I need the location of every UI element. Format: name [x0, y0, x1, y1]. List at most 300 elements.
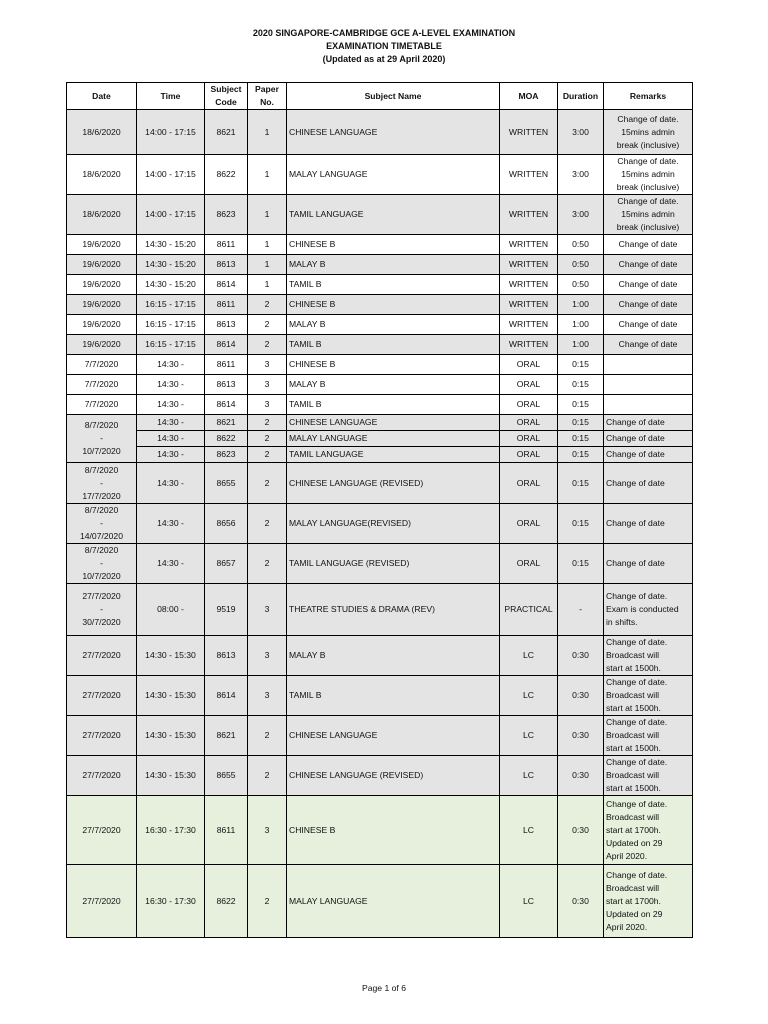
- remarks-cell: [604, 584, 693, 636]
- paper-no-cell: 3: [248, 584, 287, 636]
- subject-name-cell: CHINESE B: [287, 295, 500, 315]
- remarks-line: Exam is conducted: [606, 604, 679, 614]
- moa-cell: LC: [500, 756, 558, 796]
- update-note: (Updated as at 29 April 2020): [322, 54, 446, 64]
- paper-no-cell: 2: [248, 504, 287, 544]
- table-row: [67, 544, 693, 584]
- table-row: [67, 155, 693, 195]
- date-cell: [67, 315, 137, 335]
- subject-code-cell: 8656: [205, 504, 248, 544]
- date-cell: [67, 155, 137, 195]
- header-moa: MOA: [500, 83, 558, 110]
- remarks-line: Change of date.: [606, 591, 668, 601]
- remarks-cell: [604, 375, 693, 395]
- remarks-cell: [604, 865, 693, 938]
- time-cell: 14:30 -: [137, 447, 205, 463]
- date-line: -: [100, 433, 103, 443]
- remarks-line: Change of date.: [617, 196, 679, 206]
- date-line: 8/7/2020: [84, 505, 119, 515]
- remarks-cell: [604, 431, 693, 447]
- date-line: -: [100, 477, 103, 488]
- date-line: 10/7/2020: [82, 571, 121, 581]
- subject-name-cell: MALAY B: [287, 315, 500, 335]
- date-line: 27/7/2020: [82, 650, 121, 660]
- date-cell: [67, 716, 137, 756]
- remarks-line: 15mins admin: [621, 169, 675, 179]
- subject-name-cell: MALAY B: [287, 636, 500, 676]
- moa-cell: WRITTEN: [500, 295, 558, 315]
- header-paper-no: [248, 83, 287, 110]
- header-date: Date: [67, 83, 137, 110]
- paper-no-cell: 1: [248, 155, 287, 195]
- date-line: 17/7/2020: [82, 490, 121, 501]
- date-line: 19/6/2020: [82, 339, 121, 349]
- time-cell: 14:30 - 15:30: [137, 676, 205, 716]
- remarks-line: Change of date: [618, 339, 678, 349]
- remarks-line: Updated on 29: [606, 837, 663, 848]
- date-cell: [67, 275, 137, 295]
- duration-cell: 0:50: [558, 235, 604, 255]
- date-cell: [67, 584, 137, 636]
- time-cell: 14:00 - 17:15: [137, 155, 205, 195]
- paper-no-cell: 1: [248, 275, 287, 295]
- remarks-line: Change of date.: [606, 677, 668, 687]
- subject-name-cell: CHINESE B: [287, 796, 500, 865]
- paper-no-cell: 3: [248, 676, 287, 716]
- subject-name-cell: CHINESE LANGUAGE: [287, 415, 500, 431]
- remarks-cell: [604, 395, 693, 415]
- document-subtitle: EXAMINATION TIMETABLE: [326, 41, 442, 51]
- remarks-cell: [604, 636, 693, 676]
- date-line: 7/7/2020: [84, 399, 119, 409]
- remarks-line: Change of date: [606, 417, 665, 427]
- date-cell: [67, 195, 137, 235]
- remarks-cell: [604, 463, 693, 504]
- duration-cell: 0:50: [558, 275, 604, 295]
- paper-no-cell: 2: [248, 756, 287, 796]
- table-row: [67, 315, 693, 335]
- subject-code-cell: 8613: [205, 636, 248, 676]
- paper-no-cell: 2: [248, 447, 287, 463]
- paper-no-cell: 2: [248, 431, 287, 447]
- remarks-cell: [604, 756, 693, 796]
- table-row: [67, 195, 693, 235]
- subject-code-cell: 8613: [205, 255, 248, 275]
- moa-cell: ORAL: [500, 431, 558, 447]
- subject-name-cell: TAMIL LANGUAGE: [287, 447, 500, 463]
- remarks-line: break (inclusive): [616, 182, 680, 192]
- date-line: 8/7/2020: [84, 545, 119, 555]
- remarks-line: start at 1500h.: [606, 663, 661, 673]
- subject-name-cell: MALAY B: [287, 375, 500, 395]
- moa-cell: ORAL: [500, 395, 558, 415]
- subject-code-cell: 8614: [205, 395, 248, 415]
- duration-cell: 0:30: [558, 716, 604, 756]
- duration-cell: 3:00: [558, 195, 604, 235]
- time-cell: 08:00 -: [137, 584, 205, 636]
- time-cell: 14:30 - 15:30: [137, 756, 205, 796]
- remarks-line: 15mins admin: [621, 126, 675, 137]
- subject-code-cell: 8622: [205, 431, 248, 447]
- date-cell: [67, 463, 137, 504]
- paper-no-cell: 1: [248, 110, 287, 155]
- date-line: 27/7/2020: [82, 895, 121, 906]
- moa-cell: LC: [500, 676, 558, 716]
- moa-cell: WRITTEN: [500, 315, 558, 335]
- date-line: 27/7/2020: [82, 824, 121, 835]
- date-cell: [67, 544, 137, 584]
- duration-cell: 0:30: [558, 756, 604, 796]
- moa-cell: ORAL: [500, 504, 558, 544]
- time-cell: 14:30 - 15:30: [137, 636, 205, 676]
- paper-no-cell: 1: [248, 195, 287, 235]
- time-cell: 16:30 - 17:30: [137, 865, 205, 938]
- remarks-line: in shifts.: [606, 617, 638, 627]
- moa-cell: ORAL: [500, 375, 558, 395]
- paper-no-cell: 2: [248, 335, 287, 355]
- table-row: [67, 110, 693, 155]
- duration-cell: 0:15: [558, 431, 604, 447]
- table-row: [67, 375, 693, 395]
- time-cell: 14:30 -: [137, 544, 205, 584]
- duration-cell: 3:00: [558, 155, 604, 195]
- date-cell: [67, 255, 137, 275]
- subject-code-cell: 8622: [205, 155, 248, 195]
- subject-code-cell: 8614: [205, 275, 248, 295]
- remarks-cell: [604, 415, 693, 431]
- remarks-line: Change of date: [606, 433, 665, 443]
- header-code-line: Subject: [210, 84, 242, 94]
- remarks-cell: [604, 796, 693, 865]
- time-cell: 16:15 - 17:15: [137, 295, 205, 315]
- subject-code-cell: 8621: [205, 110, 248, 155]
- remarks-cell: [604, 275, 693, 295]
- subject-code-cell: 8614: [205, 676, 248, 716]
- paper-no-cell: 2: [248, 415, 287, 431]
- timetable-body: [67, 110, 693, 938]
- remarks-line: Change of date: [618, 279, 678, 289]
- table-row: [67, 447, 693, 463]
- header-paper-line: Paper: [255, 84, 279, 94]
- date-line: 8/7/2020: [84, 420, 119, 430]
- paper-no-cell: 1: [248, 235, 287, 255]
- date-line: 19/6/2020: [82, 279, 121, 289]
- subject-name-cell: MALAY LANGUAGE: [287, 865, 500, 938]
- time-cell: 16:30 - 17:30: [137, 796, 205, 865]
- paper-no-cell: 2: [248, 315, 287, 335]
- moa-cell: ORAL: [500, 463, 558, 504]
- time-cell: 16:15 - 17:15: [137, 335, 205, 355]
- table-row: [67, 636, 693, 676]
- date-cell: [67, 865, 137, 938]
- remarks-line: Broadcast will: [606, 650, 660, 660]
- subject-name-cell: CHINESE LANGUAGE (REVISED): [287, 463, 500, 504]
- remarks-line: Broadcast will: [606, 811, 660, 822]
- date-line: 27/7/2020: [82, 690, 121, 700]
- moa-cell: ORAL: [500, 415, 558, 431]
- date-cell: [67, 335, 137, 355]
- duration-cell: 0:15: [558, 375, 604, 395]
- remarks-line: Broadcast will: [606, 770, 660, 780]
- date-cell: [67, 110, 137, 155]
- remarks-line: Broadcast will: [606, 690, 660, 700]
- remarks-cell: [604, 110, 693, 155]
- table-row: [67, 716, 693, 756]
- remarks-line: 15mins admin: [621, 209, 675, 219]
- moa-cell: PRACTICAL: [500, 584, 558, 636]
- duration-cell: 0:15: [558, 463, 604, 504]
- paper-no-cell: 3: [248, 375, 287, 395]
- duration-cell: 0:15: [558, 504, 604, 544]
- header-subject-code: [205, 83, 248, 110]
- table-row: [67, 415, 693, 431]
- header-remarks: Remarks: [604, 83, 693, 110]
- moa-cell: WRITTEN: [500, 195, 558, 235]
- time-cell: 14:30 -: [137, 431, 205, 447]
- subject-code-cell: 8611: [205, 355, 248, 375]
- remarks-line: Change of date: [618, 239, 678, 249]
- duration-cell: 0:30: [558, 676, 604, 716]
- table-row: [67, 584, 693, 636]
- table-row: [67, 431, 693, 447]
- table-row: [67, 235, 693, 255]
- date-cell: [67, 355, 137, 375]
- date-cell: [67, 295, 137, 315]
- subject-name-cell: CHINESE LANGUAGE (REVISED): [287, 756, 500, 796]
- document-title: 2020 SINGAPORE-CAMBRIDGE GCE A-LEVEL EXAMINATION: [252, 28, 516, 38]
- subject-code-cell: 8611: [205, 235, 248, 255]
- remarks-cell: [604, 155, 693, 195]
- moa-cell: ORAL: [500, 447, 558, 463]
- remarks-cell: [604, 355, 693, 375]
- remarks-line: break (inclusive): [616, 139, 680, 150]
- table-row: [67, 756, 693, 796]
- remarks-cell: [604, 447, 693, 463]
- remarks-line: Change of date: [618, 299, 678, 309]
- date-cell: [67, 676, 137, 716]
- duration-cell: 1:00: [558, 335, 604, 355]
- remarks-cell: [604, 195, 693, 235]
- paper-no-cell: 2: [248, 865, 287, 938]
- subject-name-cell: TAMIL LANGUAGE: [287, 195, 500, 235]
- remarks-cell: [604, 295, 693, 315]
- paper-no-cell: 3: [248, 636, 287, 676]
- remarks-line: Change of date.: [606, 757, 668, 767]
- remarks-line: Change of date: [606, 449, 665, 459]
- subject-code-cell: 8657: [205, 544, 248, 584]
- moa-cell: WRITTEN: [500, 335, 558, 355]
- date-line: 19/6/2020: [82, 259, 121, 269]
- remarks-line: break (inclusive): [616, 222, 680, 232]
- date-line: 19/6/2020: [82, 319, 121, 329]
- time-cell: 14:30 - 15:30: [137, 716, 205, 756]
- time-cell: 16:15 - 17:15: [137, 315, 205, 335]
- time-cell: 14:00 - 17:15: [137, 195, 205, 235]
- subject-name-cell: MALAY B: [287, 255, 500, 275]
- time-cell: 14:30 -: [137, 504, 205, 544]
- remarks-line: Change of date.: [617, 113, 679, 124]
- moa-cell: WRITTEN: [500, 275, 558, 295]
- table-row: [67, 676, 693, 716]
- time-cell: 14:30 - 15:20: [137, 275, 205, 295]
- subject-name-cell: TAMIL B: [287, 275, 500, 295]
- table-row: [67, 275, 693, 295]
- paper-no-cell: 2: [248, 716, 287, 756]
- duration-cell: 0:15: [558, 415, 604, 431]
- remarks-line: Change of date: [618, 259, 678, 269]
- paper-no-cell: 2: [248, 463, 287, 504]
- date-line: 30/7/2020: [82, 617, 121, 627]
- remarks-cell: [604, 504, 693, 544]
- subject-name-cell: CHINESE LANGUAGE: [287, 110, 500, 155]
- subject-name-cell: MALAY LANGUAGE: [287, 155, 500, 195]
- remarks-line: Updated on 29: [606, 908, 663, 919]
- table-row: [67, 335, 693, 355]
- time-cell: 14:00 - 17:15: [137, 110, 205, 155]
- date-line: 18/6/2020: [82, 126, 121, 137]
- remarks-line: Change of date: [606, 518, 665, 528]
- moa-cell: ORAL: [500, 544, 558, 584]
- table-row: [67, 295, 693, 315]
- remarks-line: Broadcast will: [606, 882, 660, 893]
- remarks-line: Change of date: [618, 319, 678, 329]
- moa-cell: LC: [500, 636, 558, 676]
- duration-cell: 3:00: [558, 110, 604, 155]
- paper-no-cell: 2: [248, 295, 287, 315]
- subject-name-cell: CHINESE LANGUAGE: [287, 716, 500, 756]
- date-line: 27/7/2020: [82, 770, 121, 780]
- time-cell: 14:30 - 15:20: [137, 235, 205, 255]
- remarks-line: Change of date.: [606, 637, 668, 647]
- table-row: [67, 865, 693, 938]
- remarks-cell: [604, 235, 693, 255]
- moa-cell: WRITTEN: [500, 155, 558, 195]
- time-cell: 14:30 -: [137, 375, 205, 395]
- duration-cell: -: [558, 584, 604, 636]
- duration-cell: 0:50: [558, 255, 604, 275]
- duration-cell: 0:15: [558, 355, 604, 375]
- duration-cell: 0:15: [558, 395, 604, 415]
- remarks-cell: [604, 544, 693, 584]
- duration-cell: 1:00: [558, 315, 604, 335]
- timetable: [66, 82, 693, 938]
- subject-code-cell: 8613: [205, 315, 248, 335]
- subject-code-cell: 8621: [205, 415, 248, 431]
- time-cell: 14:30 -: [137, 395, 205, 415]
- moa-cell: WRITTEN: [500, 235, 558, 255]
- subject-name-cell: MALAY LANGUAGE: [287, 431, 500, 447]
- table-row: [67, 796, 693, 865]
- date-line: 14/07/2020: [79, 531, 123, 541]
- date-cell: [67, 375, 137, 395]
- remarks-line: Change of date.: [606, 798, 668, 809]
- remarks-line: Change of date.: [606, 717, 668, 727]
- subject-code-cell: 8611: [205, 796, 248, 865]
- date-cell: [67, 235, 137, 255]
- time-cell: 14:30 -: [137, 463, 205, 504]
- duration-cell: 0:15: [558, 544, 604, 584]
- time-cell: 14:30 - 15:20: [137, 255, 205, 275]
- duration-cell: 0:30: [558, 636, 604, 676]
- remarks-cell: [604, 676, 693, 716]
- moa-cell: WRITTEN: [500, 255, 558, 275]
- paper-no-cell: 2: [248, 544, 287, 584]
- header-paper-line: No.: [260, 97, 274, 107]
- table-row: [67, 255, 693, 275]
- date-line: 19/6/2020: [82, 299, 121, 309]
- table-row: [67, 504, 693, 544]
- subject-name-cell: TAMIL B: [287, 335, 500, 355]
- subject-code-cell: 8621: [205, 716, 248, 756]
- subject-code-cell: 8623: [205, 447, 248, 463]
- subject-code-cell: 8614: [205, 335, 248, 355]
- paper-no-cell: 3: [248, 395, 287, 415]
- remarks-line: start at 1500h.: [606, 743, 661, 753]
- date-cell: [67, 415, 137, 463]
- remarks-cell: [604, 255, 693, 275]
- remarks-cell: [604, 335, 693, 355]
- remarks-cell: [604, 716, 693, 756]
- header-row: [67, 83, 693, 110]
- date-cell: [67, 796, 137, 865]
- subject-code-cell: 8623: [205, 195, 248, 235]
- title-block: [0, 27, 768, 66]
- subject-code-cell: 8611: [205, 295, 248, 315]
- subject-code-cell: 9519: [205, 584, 248, 636]
- moa-cell: LC: [500, 716, 558, 756]
- subject-code-cell: 8655: [205, 463, 248, 504]
- date-cell: [67, 395, 137, 415]
- time-cell: 14:30 -: [137, 415, 205, 431]
- moa-cell: LC: [500, 796, 558, 865]
- subject-name-cell: CHINESE B: [287, 355, 500, 375]
- page-footer: Page 1 of 6: [362, 983, 406, 993]
- paper-no-cell: 1: [248, 255, 287, 275]
- subject-name-cell: TAMIL B: [287, 395, 500, 415]
- remarks-line: start at 1700h.: [606, 824, 661, 835]
- duration-cell: 0:30: [558, 796, 604, 865]
- remarks-line: start at 1500h.: [606, 783, 661, 793]
- date-cell: [67, 504, 137, 544]
- remarks-cell: [604, 315, 693, 335]
- remarks-line: Change of date: [606, 477, 665, 488]
- date-line: 18/6/2020: [82, 209, 121, 219]
- header-time: Time: [137, 83, 205, 110]
- table-row: [67, 463, 693, 504]
- remarks-line: Change of date: [606, 558, 665, 568]
- header-duration: Duration: [558, 83, 604, 110]
- remarks-line: start at 1500h.: [606, 703, 661, 713]
- subject-name-cell: TAMIL LANGUAGE (REVISED): [287, 544, 500, 584]
- header-subject-name: Subject Name: [287, 83, 500, 110]
- remarks-line: April 2020.: [606, 921, 648, 932]
- remarks-line: Change of date.: [606, 869, 668, 880]
- subject-name-cell: TAMIL B: [287, 676, 500, 716]
- subject-code-cell: 8655: [205, 756, 248, 796]
- date-cell: [67, 756, 137, 796]
- subject-name-cell: CHINESE B: [287, 235, 500, 255]
- duration-cell: 0:15: [558, 447, 604, 463]
- date-line: -: [100, 604, 103, 614]
- table-row: [67, 355, 693, 375]
- date-line: -: [100, 558, 103, 568]
- subject-code-cell: 8622: [205, 865, 248, 938]
- subject-name-cell: THEATRE STUDIES & DRAMA (REV): [287, 584, 500, 636]
- moa-cell: WRITTEN: [500, 110, 558, 155]
- paper-no-cell: 3: [248, 355, 287, 375]
- date-line: 7/7/2020: [84, 359, 119, 369]
- remarks-line: Change of date.: [617, 156, 679, 166]
